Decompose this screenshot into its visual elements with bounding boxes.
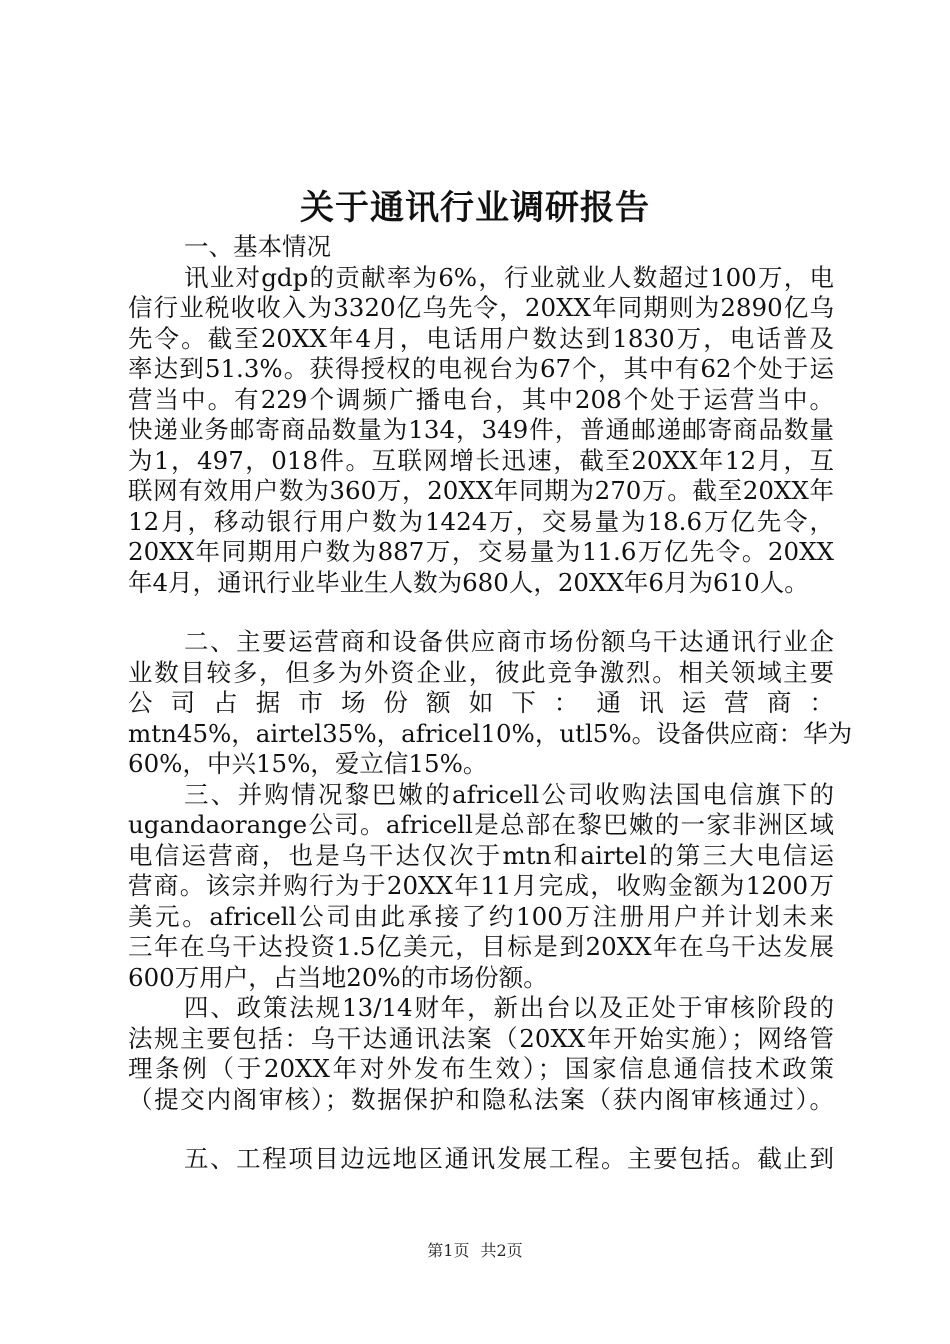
paragraph-gap [128, 598, 834, 627]
document-title: 关于通讯行业调研报告 [300, 188, 650, 228]
paragraph [128, 263, 834, 599]
text-line: （提交内阁审核）；数据保护和隐私法案（获内阁审核通过）。 [128, 1084, 834, 1114]
page-footer [0, 1240, 950, 1262]
text-line: 一、基本情况 [184, 232, 331, 261]
text-line: 先令。截至20XX年4月，电话用户数达到1830万，电话普及 [128, 323, 834, 353]
text-line: 营商。该宗并购行为于20XX年11月完成，收购金额为1200万 [128, 871, 834, 900]
page-number: 第1页 [427, 1241, 470, 1260]
text-line: 快递业务邮寄商品数量为134，349件，普通邮递邮寄商品数量 [128, 415, 834, 444]
text-line: 为1，497，018件。互联网增长迅速，截至20XX年12月，互 [128, 445, 834, 475]
text-line: mtn45%，airtel35%，africel10%，utl5%。设备供应商：华为 [128, 718, 853, 748]
paragraph [128, 232, 834, 263]
text-line: 公司占据市场份额如下：通讯运营商： [128, 688, 834, 717]
text-line: 理条例（于20XX年对外发布生效）；国家信息通信技术政策 [128, 1054, 834, 1083]
text-line: 率达到51.3%。获得授权的电视台为67个，其中有62个处于运 [128, 354, 834, 383]
text-line: 三、并购情况黎巴嫩的africell公司收购法国电信旗下的 [184, 779, 834, 809]
text-line: 法规主要包括：乌干达通讯法案（20XX年开始实施）；网络管 [128, 1023, 834, 1053]
paragraph [128, 780, 834, 994]
text-line: 营当中。有229个调频广播电台，其中208个处于运营当中。 [128, 384, 834, 414]
paragraph [128, 1144, 834, 1175]
text-line: 12月，移动银行用户数为1424万，交易量为18.6万亿先令， [128, 506, 834, 536]
text-line: 电信运营商，也是乌干达仅次于mtn和airtel的第三大电信运 [128, 840, 834, 870]
document-body [128, 232, 853, 1175]
page-total: 共2页 [480, 1241, 523, 1260]
text-line: 60%，中兴15%，爱立信15%。 [128, 749, 488, 778]
text-line: 业数目较多，但多为外资企业，彼此竞争激烈。相关领域主要 [128, 657, 834, 687]
text-line: ugandaorange公司。africell是总部在黎巴嫩的一家非洲区域 [128, 810, 834, 839]
text-line: 年4月，通讯行业毕业生人数为680人，20XX年6月为610人。 [128, 567, 809, 597]
text-line: 四、政策法规13/14财年，新出台以及正处于审核阶段的 [184, 993, 834, 1022]
paragraph [128, 993, 834, 1115]
text-line: 美元。africell公司由此承接了约100万注册用户并计划未来 [128, 901, 834, 931]
text-line: 联网有效用户数为360万，20XX年同期为270万。截至20XX年 [128, 476, 834, 505]
text-line: 五、工程项目边远地区通讯发展工程。主要包括。截止到 [184, 1144, 834, 1173]
text-line: 讯业对gdp的贡献率为6%，行业就业人数超过100万，电 [184, 262, 834, 292]
paragraph [128, 627, 853, 780]
text-line: 20XX年同期用户数为887万，交易量为11.6万亿先令。20XX [128, 537, 834, 566]
text-line: 二、主要运营商和设备供应商市场份额乌干达通讯行业企 [184, 627, 834, 656]
text-line: 三年在乌干达投资1.5亿美元，目标是到20XX年在乌干达发展 [128, 932, 834, 961]
paragraph-gap [128, 1115, 834, 1144]
text-line: 600万用户，占当地20%的市场份额。 [128, 962, 548, 992]
text-line: 信行业税收收入为3320亿乌先令，20XX年同期则为2890亿乌 [128, 293, 834, 322]
